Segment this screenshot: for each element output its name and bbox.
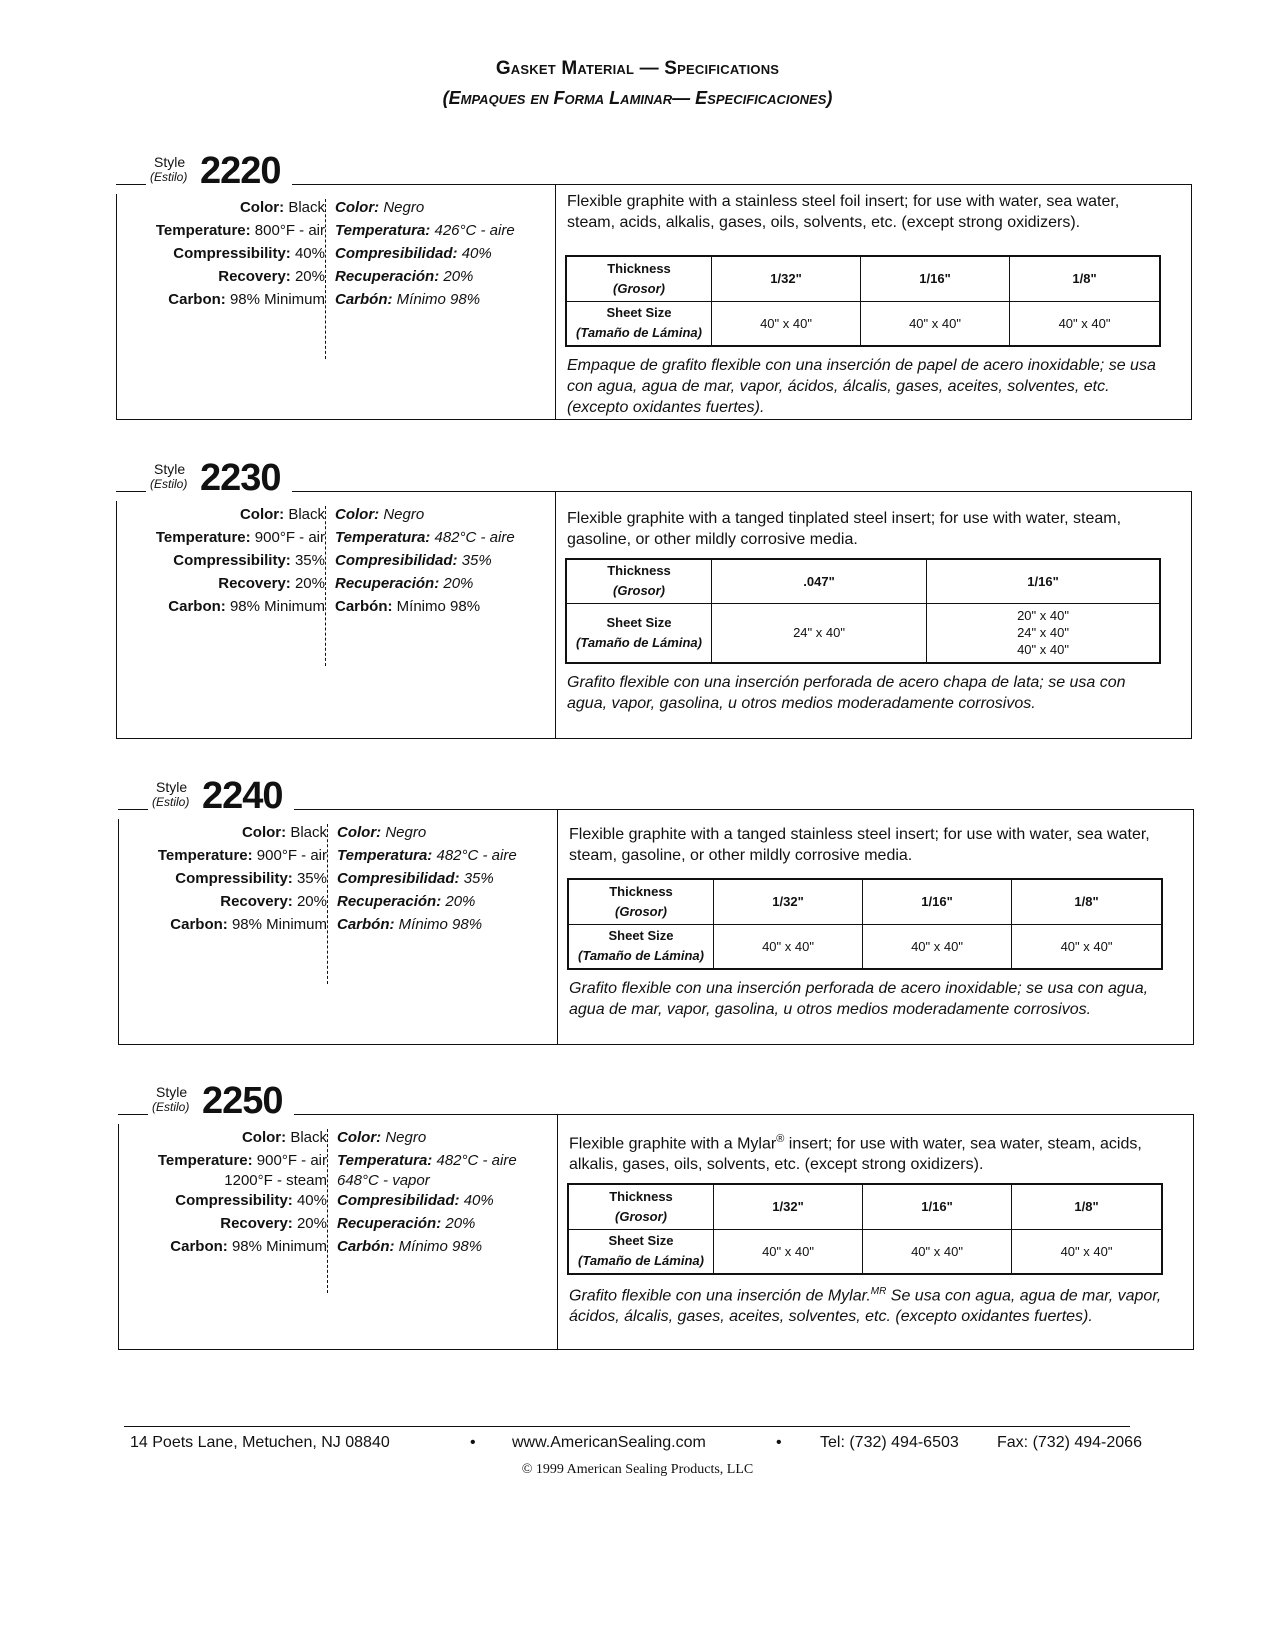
copyright: © 1999 American Sealing Products, LLC [521,1462,754,1477]
description-es: Grafito flexible con una inserción perforada de acero chapa de lata; se usa con agua, vapor, gasolina, u otros medios moderadamente corrosivos. [567,674,1126,712]
style-label: Style (Estilo) 2240 [118,775,296,819]
style-label: Style (Estilo) 2220 [116,150,294,194]
style-number: 2240 [202,775,283,817]
style-section-2230 [116,457,1192,743]
style-label: Style (Estilo) 2230 [116,457,294,501]
spec-column: Color: Black Color: Negro Temperature: 900°F - air Temperatura: 482°C - aire 1200°F - steam 648°C - vapor Compressibility: 40% Compresibilidad: 40% Recovery: 20% Recuperación: 20% Carbon: 98% Minimum Carbón: Mínimo 98% [119,1115,558,1349]
footer-tel: Tel: (732) 494-6503 [820,1434,959,1451]
style-label: Style (Estilo) 2250 [118,1080,296,1124]
style-section-2250 [118,1080,1194,1352]
footer-rule [124,1426,1130,1427]
style-number: 2220 [200,150,281,192]
spec-column: Color: Black Color: Negro Temperature: 900°F - air Temperatura: 482°C - aire Compressibility: 35% Compresibilidad: 35% Recovery: 20% Recuperación: 20% Carbon: 98% Minimum Carbón: Mínimo 98% [119,810,558,1044]
size-table: Thickness (Grosor) 1/32" 1/16" 1/8" Sheet Size (Tamaño de Lámina) 40" x 40" 40" x 40" 40" x 40" [567,878,1163,970]
description-en: Flexible graphite with a stainless steel foil insert; for use with water, sea water, steam, acids, alkalis, gases, oils, solvents, etc. (except strong oxidizers). [567,193,1120,231]
page-title: Gasket Material — Specifications [495,58,780,79]
style-rule [292,491,534,492]
style-rule [292,184,534,185]
size-table: Thickness (Grosor) .047" 1/16" Sheet Size (Tamaño de Lámina) 24" x 40" 20" x 40" 24" x 40" 40" x 40" [565,558,1161,664]
style-rule [294,809,536,810]
style-section-2240 [118,775,1194,1047]
footer-bullet: • [776,1434,782,1451]
footer-fax: Fax: (732) 494-2066 [997,1434,1142,1451]
description-en: Flexible graphite with a tanged tinplated steel insert; for use with water, steam, gasoline, or other mildly corrosive media. [567,510,1122,548]
footer-address: 14 Poets Lane, Metuchen, NJ 08840 [130,1434,390,1451]
description-es: Grafito flexible con una inserción de Mylar.$^{MR}$ Se usa con agua, agua de mar, vapor, ácidos, álcalis, gases, aceites, solventes, etc. (excepto oxidantes fuertes). [569,1286,1162,1326]
description-es: Empaque de grafito flexible con una inserción de papel de acero inoxidable; se usa con agua, agua de mar, vapor, ácidos, álcalis, gases, aceites, solventes, etc. (excepto oxidantes fuertes). [567,357,1156,416]
spec-column: Color: Black Color: Negro Temperature: 800°F - air Temperatura: 426°C - aire Compressibility: 40% Compresibilidad: 40% Recovery: 20% Recuperación: 20% Carbon: 98% Minimum Carbón: Mínimo 98% [117,185,556,419]
description-es: Grafito flexible con una inserción perforada de acero inoxidable; se usa con agua, agua de mar, vapor, gasolina, u otros medios moderadamente corrosivos. [569,980,1149,1018]
size-table: Thickness (Grosor) 1/32" 1/16" 1/8" Sheet Size (Tamaño de Lámina) 40" x 40" 40" x 40" 40" x 40" [565,255,1161,347]
footer-website[interactable]: www.AmericanSealing.com [512,1434,706,1451]
page-subtitle: (Empaques en Forma Laminar— Especificaciones) [442,88,833,108]
description-en: Flexible graphite with a tanged stainless steel insert; for use with water, sea water, steam, gasoline, or other mildly corrosive media. [569,826,1150,864]
style-number: 2250 [202,1080,283,1122]
style-number: 2230 [200,457,281,499]
style-section-2220 [116,150,1192,422]
description-en: Flexible graphite with a Mylar® insert; for use with water, sea water, steam, acids, alkalis, gases, oils, solvents, etc. (except strong oxidizers). [569,1133,1142,1174]
spec-column: Color: Black Color: Negro Temperature: 900°F - air Temperatura: 482°C - aire Compressibility: 35% Compresibilidad: 35% Recovery: 20% Recuperación: 20% Carbon: 98% Minimum Carbón: Mínimo 98% [117,492,556,738]
footer-bullet: • [470,1434,476,1451]
size-table: Thickness (Grosor) 1/32" 1/16" 1/8" Sheet Size (Tamaño de Lámina) 40" x 40" 40" x 40" 40" x 40" [567,1183,1163,1275]
style-rule [294,1114,536,1115]
